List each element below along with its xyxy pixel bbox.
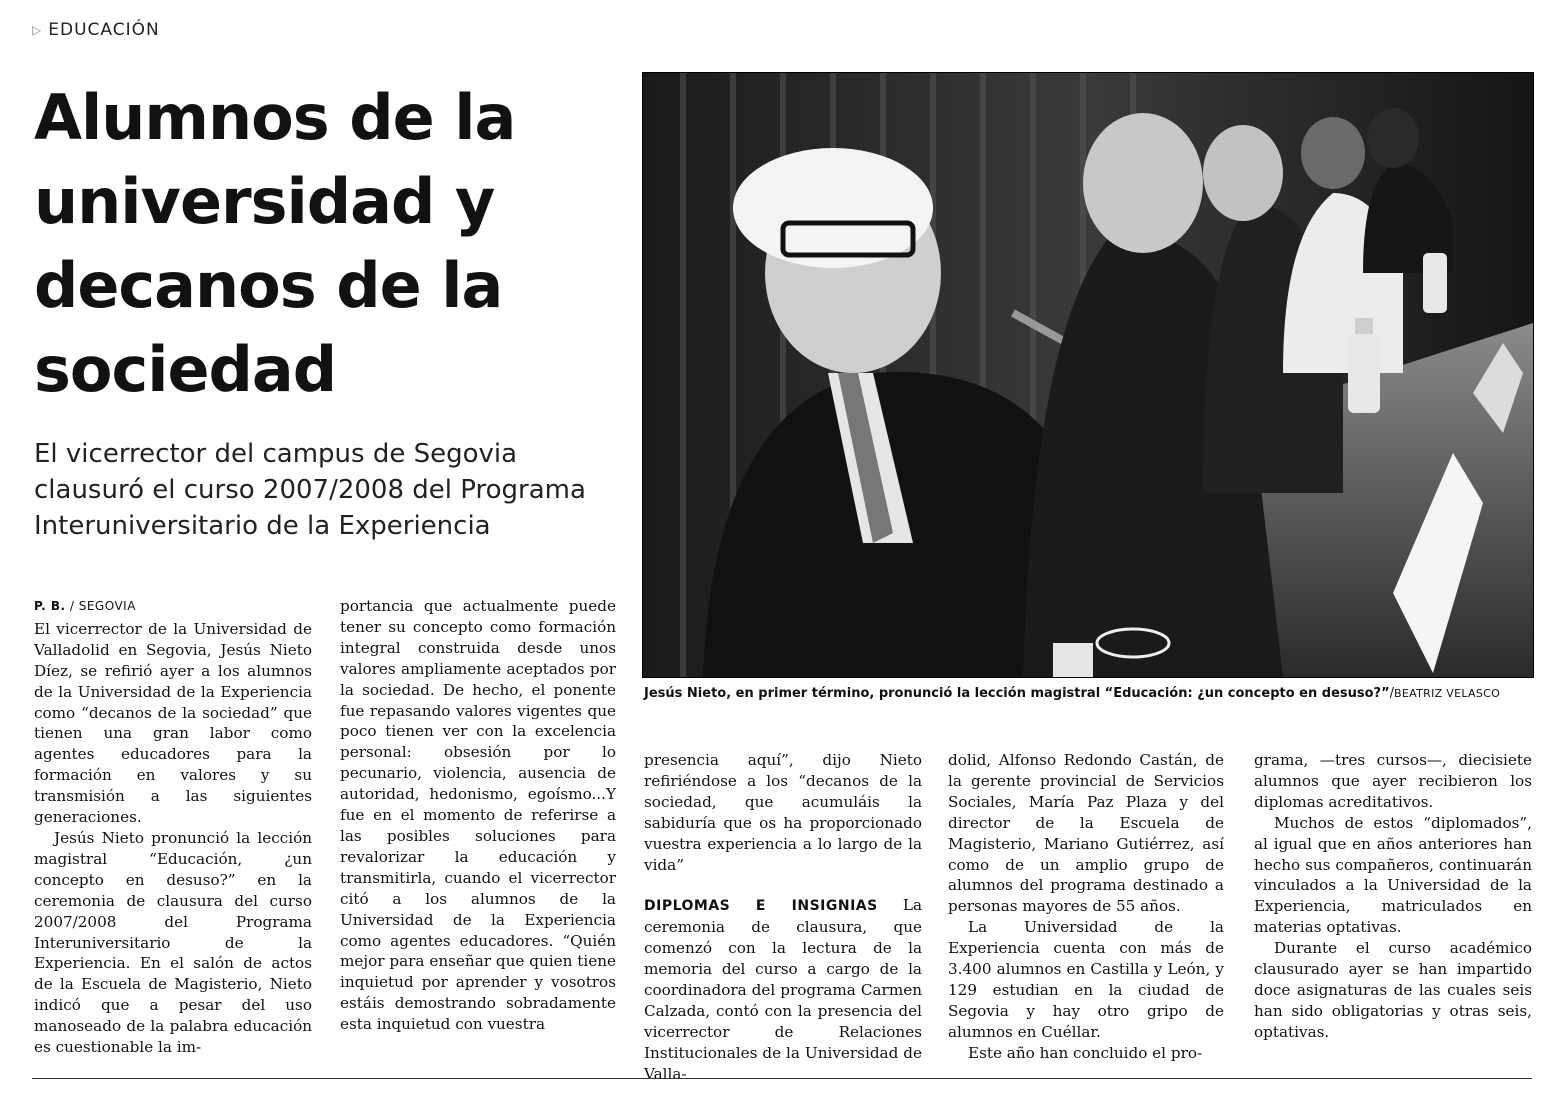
section-arrow-icon: ▷ [32, 23, 43, 37]
section-label: EDUCACIÓN [48, 20, 160, 40]
column-5 [1254, 750, 1532, 1043]
paragraph: portancia que actualmente puede tener su concepto como formación integral construida desde unos valores ampliamente aceptados por la sociedad. De hecho, el ponente fue repasando valores vigentes que poco tienen ver con la excelencia personal: obsesión por lo pecunario, violencia, ausencia de autoridad, hedonismo, egoísmo...Y fue en el momento de referirse a las posibles soluciones para revalorizar la educación y transmitirla, cuando el vicerrector citó a los alumnos de la Universidad de la Experiencia como agentes educadores. “Quién mejor para enseñar que quien tiene inquietud por aprender y vosotros estáis demostrando sobradamente esta inquietud con vuestra [340, 597, 616, 1034]
paragraph: Este año han concluido el pro- [968, 1043, 1203, 1062]
section-tag [32, 20, 160, 40]
subhead: DIPLOMAS E INSIGNIAS [644, 898, 878, 915]
paragraph-text: La ceremonia de clausura, que comenzó con la lectura de la memoria del curso a cargo de la coordinadora del programa Carmen Calzada, contó con la presencia del vicerrector de Relaciones Institucionales de la Universidad de Valla- [644, 896, 922, 1083]
byline [34, 596, 312, 617]
byline-author: P. B. [34, 599, 66, 613]
caption-separator: / [1389, 686, 1395, 701]
byline-separator: / [65, 599, 79, 613]
article-photo [642, 72, 1534, 678]
paragraph: Muchos de estos “diplomados”, al igual que en años anteriores han hecho sus compañeros, continuarán vinculados a la Universidad de la Experiencia, matriculados en materias optativas. [1254, 813, 1532, 937]
caption-text: Jesús Nieto, en primer término, pronunció la lección magistral “Educación: ¿un concepto en desuso?” [644, 686, 1390, 701]
deck-subtitle: El vicerrector del campus de Segovia clausuró el curso 2007/2008 del Programa Interuniversitario de la Experiencia [34, 439, 586, 541]
byline-location: SEGOVIA [78, 599, 136, 613]
paragraph [644, 895, 922, 1084]
paragraph: Jesús Nieto pronunció la lección magistral “Educación, ¿un concepto en desuso?” en la ceremonia de clausura del curso 2007/2008 del Programa Interuniversitario de la Experiencia. En el salón de actos de la Escuela de Magisterio, Nieto indicó que a pesar del uso manoseado de la palabra educación es cuestionable la im- [34, 828, 312, 1057]
photo-credit: BEATRIZ VELASCO [1394, 687, 1501, 700]
column-1 [34, 596, 312, 1058]
paragraph: El vicerrector de la Universidad de Valladolid en Segovia, Jesús Nieto Díez, se refirió ayer a los alumnos de la Universidad de la Experiencia como “decanos de la sociedad” que tienen una gran labor como agentes educadores para la formación en valores y su transmisión a las siguientes generaciones. [34, 619, 312, 827]
paragraph: dolid, Alfonso Redondo Castán, de la gerente provincial de Servicios Sociales, María Paz Plaza y del director de la Escuela de Magisterio, Mariano Gutiérrez, así como de un amplio grupo de alumnos del programa destinado a personas mayores de 55 años. [948, 751, 1224, 916]
photo-caption [644, 686, 1534, 701]
headline: Alumnos de la universidad y decanos de la sociedad [34, 81, 516, 406]
paragraph: Durante el curso académico clausurado ayer se han impartido doce asignaturas de las cuales seis han sido obligatorias y otras seis, optativas. [1254, 939, 1532, 1041]
column-2 [340, 596, 616, 1035]
column-4 [948, 750, 1224, 1064]
photo-illustration [643, 73, 1533, 677]
column-3 [644, 750, 922, 1085]
paragraph: grama, —tres cursos—, diecisiete alumnos que ayer recibieron los diplomas acreditativos. [1254, 751, 1532, 811]
paragraph: La Universidad de la Experiencia cuenta con más de 3.400 alumnos en Castilla y León, y 129 estudian en la ciudad de Segovia y hay otro gripo de alumnos en Cuéllar. [948, 918, 1224, 1041]
bottom-rule [32, 1078, 1532, 1079]
paragraph: presencia aquí”, dijo Nieto refiriéndose a los “decanos de la sociedad, que acumuláis la sabiduría que os ha proporcionado vuestra experiencia a lo largo de la vida” [644, 751, 922, 874]
